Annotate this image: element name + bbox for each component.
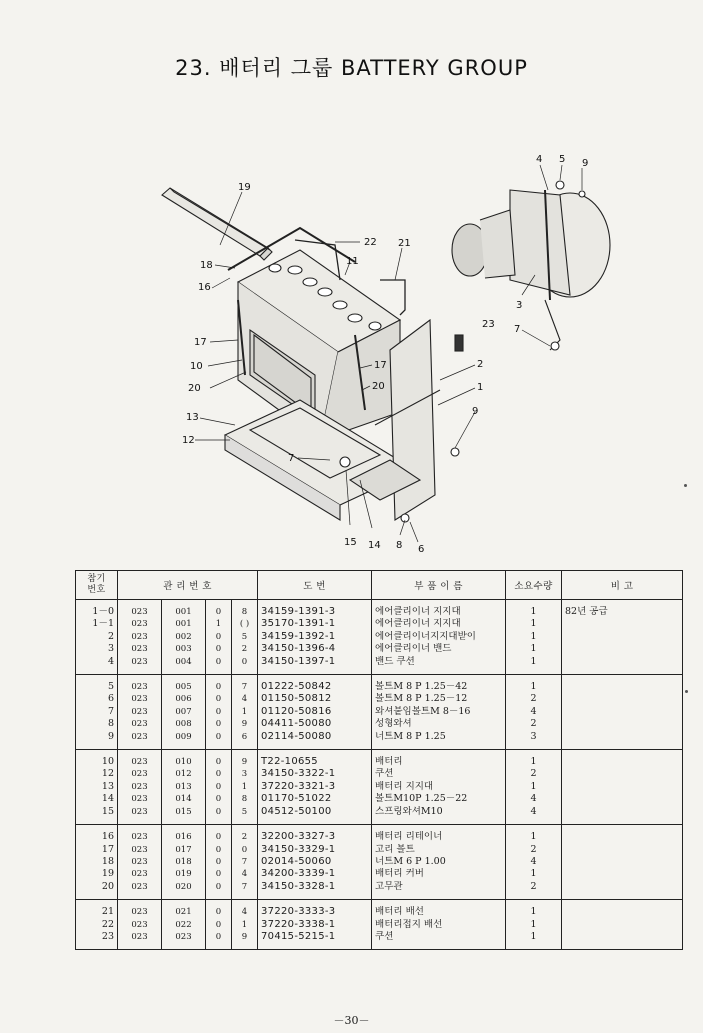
drawing-number-cell: 01120-50816 bbox=[258, 706, 372, 718]
remarks-cell bbox=[562, 643, 683, 655]
callout-17: 17 bbox=[194, 337, 207, 348]
part-name-cell: 에어클리이너 지지대 bbox=[372, 606, 506, 618]
mgmt-code-3-cell: 0 bbox=[206, 781, 232, 793]
table-row bbox=[76, 844, 683, 856]
drawing-number-cell: 37220-3321-3 bbox=[258, 781, 372, 793]
mgmt-code-2-cell: 022 bbox=[162, 919, 206, 931]
mgmt-code-3-cell: 0 bbox=[206, 606, 232, 618]
mgmt-code-1-cell: 023 bbox=[118, 806, 162, 818]
drawing-number-cell: T22-10655 bbox=[258, 756, 372, 768]
mgmt-code-1-cell: 023 bbox=[118, 768, 162, 780]
drawing-number-cell: 34150-3322-1 bbox=[258, 768, 372, 780]
quantity-cell: 1 bbox=[506, 831, 562, 843]
quantity-cell: 1 bbox=[506, 931, 562, 943]
spacer-cell bbox=[562, 943, 683, 950]
mgmt-code-3-cell: 0 bbox=[206, 831, 232, 843]
mgmt-code-1-cell: 023 bbox=[118, 906, 162, 918]
part-name-cell: 너트M 6 P 1.00 bbox=[372, 856, 506, 868]
mgmt-code-3-cell: 0 bbox=[206, 919, 232, 931]
mgmt-code-4-cell: 0 bbox=[232, 656, 258, 668]
mgmt-code-3-cell: 0 bbox=[206, 631, 232, 643]
drawing-number-cell: 70415-5215-1 bbox=[258, 931, 372, 943]
quantity-cell: 2 bbox=[506, 768, 562, 780]
spacer-cell bbox=[76, 943, 118, 950]
mgmt-code-3-cell: 0 bbox=[206, 844, 232, 856]
drawing-number-cell: 02014-50060 bbox=[258, 856, 372, 868]
quantity-cell: 1 bbox=[506, 606, 562, 618]
mgmt-code-1-cell: 023 bbox=[118, 656, 162, 668]
drawing-number-cell: 04512-50100 bbox=[258, 806, 372, 818]
drawing-number-cell: 37220-3333-3 bbox=[258, 906, 372, 918]
part-no-cell: 15 bbox=[76, 806, 118, 818]
page-number: －30－ bbox=[333, 1014, 370, 1027]
mgmt-code-1-cell: 023 bbox=[118, 631, 162, 643]
mgmt-code-2-cell: 012 bbox=[162, 768, 206, 780]
mgmt-code-1-cell: 023 bbox=[118, 844, 162, 856]
mgmt-code-4-cell: 8 bbox=[232, 606, 258, 618]
table-row bbox=[76, 631, 683, 643]
part-name-cell: 에어클리이너지지대받이 bbox=[372, 631, 506, 643]
drawing-number-cell: 32200-3327-3 bbox=[258, 831, 372, 843]
mgmt-code-2-cell: 007 bbox=[162, 706, 206, 718]
mgmt-code-1-cell: 023 bbox=[118, 681, 162, 693]
mgmt-code-1-cell: 023 bbox=[118, 919, 162, 931]
speck bbox=[685, 690, 688, 693]
part-no-cell: 13 bbox=[76, 781, 118, 793]
spacer-cell bbox=[206, 943, 232, 950]
remarks-cell bbox=[562, 793, 683, 805]
mgmt-code-3-cell: 0 bbox=[206, 906, 232, 918]
mgmt-code-4-cell: 5 bbox=[232, 631, 258, 643]
battery-cover-part bbox=[162, 188, 272, 260]
part-name-cell: 스프링와셔M10 bbox=[372, 806, 506, 818]
part-name-cell: 배터리 지지대 bbox=[372, 781, 506, 793]
remarks-cell bbox=[562, 906, 683, 918]
callout-5: 5 bbox=[559, 154, 566, 165]
remarks-cell bbox=[562, 781, 683, 793]
remarks-cell bbox=[562, 618, 683, 630]
mgmt-code-4-cell: 0 bbox=[232, 844, 258, 856]
drawing-number-cell: 37220-3338-1 bbox=[258, 919, 372, 931]
remarks-cell: 82년 공급 bbox=[562, 606, 683, 618]
part-no-cell: 2 bbox=[76, 631, 118, 643]
part-name-cell: 와셔붙임볼트M 8－16 bbox=[372, 706, 506, 718]
header-drawing-no: 도 번 bbox=[258, 571, 372, 600]
part-no-cell: 5 bbox=[76, 681, 118, 693]
remarks-cell bbox=[562, 868, 683, 880]
group-spacer-row bbox=[76, 943, 683, 950]
part-no-cell: 23 bbox=[76, 931, 118, 943]
drawing-number-cell: 34150-3329-1 bbox=[258, 844, 372, 856]
remarks-cell bbox=[562, 831, 683, 843]
callout-13: 13 bbox=[186, 412, 199, 423]
part-no-cell: 20 bbox=[76, 881, 118, 893]
quantity-cell: 1 bbox=[506, 756, 562, 768]
mgmt-code-2-cell: 018 bbox=[162, 856, 206, 868]
parts-list-body bbox=[76, 600, 683, 950]
mgmt-code-4-cell: 7 bbox=[232, 681, 258, 693]
callout-9: 9 bbox=[582, 158, 589, 169]
part-name-cell: 배터리 커버 bbox=[372, 868, 506, 880]
spacer-cell bbox=[258, 943, 372, 950]
callout-7: 7 bbox=[288, 453, 295, 464]
drawing-number-cell: 01222-50842 bbox=[258, 681, 372, 693]
battery-tray-part bbox=[225, 400, 415, 520]
part-name-cell: 배터리 배선 bbox=[372, 906, 506, 918]
mgmt-code-3-cell: 0 bbox=[206, 881, 232, 893]
part-name-cell: 성형와셔 bbox=[372, 718, 506, 730]
part-no-cell: 19 bbox=[76, 868, 118, 880]
drawing-number-cell: 02114-50080 bbox=[258, 731, 372, 743]
mgmt-code-4-cell: 9 bbox=[232, 756, 258, 768]
part-no-cell: 8 bbox=[76, 718, 118, 730]
part-no-cell: 9 bbox=[76, 731, 118, 743]
table-row bbox=[76, 768, 683, 780]
drawing-number-cell: 34150-1397-1 bbox=[258, 656, 372, 668]
callout-9b: 9 bbox=[472, 406, 479, 417]
callout-7b: 7 bbox=[514, 324, 521, 335]
mgmt-code-4-cell: 9 bbox=[232, 718, 258, 730]
part-name-cell: 에어클리이너 지지대 bbox=[372, 618, 506, 630]
part-name-cell: 배터리접지 배선 bbox=[372, 919, 506, 931]
mgmt-code-2-cell: 020 bbox=[162, 881, 206, 893]
mgmt-code-4-cell: 7 bbox=[232, 881, 258, 893]
mgmt-code-2-cell: 003 bbox=[162, 643, 206, 655]
mgmt-code-1-cell: 023 bbox=[118, 693, 162, 705]
drawing-number-cell: 34150-1396-4 bbox=[258, 643, 372, 655]
mgmt-code-2-cell: 002 bbox=[162, 631, 206, 643]
part-name-cell: 고무관 bbox=[372, 881, 506, 893]
part-no-cell: 7 bbox=[76, 706, 118, 718]
spacer-cell bbox=[372, 943, 506, 950]
table-row bbox=[76, 806, 683, 818]
mgmt-code-3-cell: 0 bbox=[206, 931, 232, 943]
callout-20b: 20 bbox=[372, 381, 385, 392]
part-no-cell: 1－0 bbox=[76, 606, 118, 618]
speck bbox=[684, 484, 687, 487]
mgmt-code-4-cell: 4 bbox=[232, 693, 258, 705]
mgmt-code-4-cell: 4 bbox=[232, 868, 258, 880]
mgmt-code-3-cell: 1 bbox=[206, 618, 232, 630]
part-name-cell: 배터리 리테이너 bbox=[372, 831, 506, 843]
table-row bbox=[76, 706, 683, 718]
mgmt-code-2-cell: 017 bbox=[162, 844, 206, 856]
remarks-cell bbox=[562, 631, 683, 643]
mgmt-code-3-cell: 0 bbox=[206, 731, 232, 743]
mgmt-code-1-cell: 023 bbox=[118, 618, 162, 630]
air-cleaner-part bbox=[452, 190, 610, 350]
callout-15: 15 bbox=[344, 537, 357, 548]
quantity-cell: 2 bbox=[506, 881, 562, 893]
part-name-cell: 에어클리이너 밴드 bbox=[372, 643, 506, 655]
remarks-cell bbox=[562, 756, 683, 768]
part-name-cell: 밴드 쿠션 bbox=[372, 656, 506, 668]
mgmt-code-4-cell: 1 bbox=[232, 706, 258, 718]
table-row bbox=[76, 756, 683, 768]
part-name-cell: 볼트M 8 P 1.25－12 bbox=[372, 693, 506, 705]
part-no-cell: 6 bbox=[76, 693, 118, 705]
mgmt-code-4-cell: 5 bbox=[232, 806, 258, 818]
mgmt-code-3-cell: 0 bbox=[206, 706, 232, 718]
part-name-cell: 쿠션 bbox=[372, 768, 506, 780]
mgmt-code-1-cell: 023 bbox=[118, 781, 162, 793]
remarks-cell bbox=[562, 856, 683, 868]
header-no: 참기 번호 bbox=[76, 571, 118, 600]
table-row bbox=[76, 681, 683, 693]
mgmt-code-3-cell: 0 bbox=[206, 718, 232, 730]
quantity-cell: 1 bbox=[506, 781, 562, 793]
mgmt-code-1-cell: 023 bbox=[118, 931, 162, 943]
quantity-cell: 4 bbox=[506, 706, 562, 718]
part-no-cell: 22 bbox=[76, 919, 118, 931]
table-row bbox=[76, 868, 683, 880]
table-row bbox=[76, 919, 683, 931]
mgmt-code-4-cell: 7 bbox=[232, 856, 258, 868]
quantity-cell: 1 bbox=[506, 919, 562, 931]
quantity-cell: 1 bbox=[506, 656, 562, 668]
part-no-cell: 10 bbox=[76, 756, 118, 768]
remarks-cell bbox=[562, 693, 683, 705]
mgmt-code-2-cell: 019 bbox=[162, 868, 206, 880]
mgmt-code-4-cell: 2 bbox=[232, 643, 258, 655]
remarks-cell bbox=[562, 881, 683, 893]
mgmt-code-3-cell: 0 bbox=[206, 806, 232, 818]
table-row bbox=[76, 693, 683, 705]
part-name-cell: 고리 볼트 bbox=[372, 844, 506, 856]
remarks-cell bbox=[562, 931, 683, 943]
callout-16: 16 bbox=[198, 282, 211, 293]
mgmt-code-4-cell: ( ) bbox=[232, 618, 258, 630]
quantity-cell: 1 bbox=[506, 906, 562, 918]
mgmt-code-4-cell: 1 bbox=[232, 781, 258, 793]
table-row bbox=[76, 656, 683, 668]
quantity-cell: 1 bbox=[506, 868, 562, 880]
parts-list-table bbox=[75, 570, 683, 950]
mgmt-code-1-cell: 023 bbox=[118, 756, 162, 768]
remarks-cell bbox=[562, 656, 683, 668]
table-row bbox=[76, 618, 683, 630]
spacer-cell bbox=[232, 943, 258, 950]
table-row bbox=[76, 606, 683, 618]
remarks-cell bbox=[562, 731, 683, 743]
page-title: 23. 배터리 그룹 BATTERY GROUP bbox=[175, 56, 528, 80]
spacer-cell bbox=[118, 943, 162, 950]
part-no-cell: 16 bbox=[76, 831, 118, 843]
drawing-number-cell: 34159-1392-1 bbox=[258, 631, 372, 643]
callout-17b: 17 bbox=[374, 360, 387, 371]
drawing-number-cell: 01150-50812 bbox=[258, 693, 372, 705]
callout-2: 2 bbox=[477, 359, 484, 370]
table-row bbox=[76, 831, 683, 843]
mgmt-code-1-cell: 023 bbox=[118, 706, 162, 718]
callout-21: 21 bbox=[398, 238, 411, 249]
remarks-cell bbox=[562, 806, 683, 818]
header-qty: 소요수량 bbox=[506, 571, 562, 600]
mgmt-code-4-cell: 1 bbox=[232, 919, 258, 931]
part-name-cell: 배터리 bbox=[372, 756, 506, 768]
part-no-cell: 18 bbox=[76, 856, 118, 868]
mgmt-code-2-cell: 008 bbox=[162, 718, 206, 730]
mgmt-code-1-cell: 023 bbox=[118, 868, 162, 880]
mgmt-code-2-cell: 004 bbox=[162, 656, 206, 668]
remarks-cell bbox=[562, 706, 683, 718]
callout-12: 12 bbox=[182, 435, 195, 446]
quantity-cell: 1 bbox=[506, 643, 562, 655]
part-no-cell: 1－1 bbox=[76, 618, 118, 630]
remarks-cell bbox=[562, 768, 683, 780]
mgmt-code-3-cell: 0 bbox=[206, 643, 232, 655]
table-row bbox=[76, 781, 683, 793]
callout-22: 22 bbox=[364, 237, 377, 248]
part-name-cell: 쿠션 bbox=[372, 931, 506, 943]
mgmt-code-2-cell: 001 bbox=[162, 606, 206, 618]
mgmt-code-2-cell: 010 bbox=[162, 756, 206, 768]
header-part-name: 부 품 이 름 bbox=[372, 571, 506, 600]
mgmt-code-1-cell: 023 bbox=[118, 643, 162, 655]
battery-group-diagram bbox=[150, 150, 620, 560]
mgmt-code-3-cell: 0 bbox=[206, 793, 232, 805]
quantity-cell: 1 bbox=[506, 631, 562, 643]
mgmt-code-3-cell: 0 bbox=[206, 756, 232, 768]
mgmt-code-3-cell: 0 bbox=[206, 868, 232, 880]
mgmt-code-1-cell: 023 bbox=[118, 831, 162, 843]
table-row bbox=[76, 931, 683, 943]
mgmt-code-2-cell: 016 bbox=[162, 831, 206, 843]
callout-1: 1 bbox=[477, 382, 484, 393]
mgmt-code-2-cell: 023 bbox=[162, 931, 206, 943]
mgmt-code-3-cell: 0 bbox=[206, 856, 232, 868]
quantity-cell: 4 bbox=[506, 793, 562, 805]
part-name-cell: 볼트M10P 1.25－22 bbox=[372, 793, 506, 805]
callout-20: 20 bbox=[188, 383, 201, 394]
mgmt-code-3-cell: 0 bbox=[206, 656, 232, 668]
mgmt-code-1-cell: 023 bbox=[118, 881, 162, 893]
quantity-cell: 3 bbox=[506, 731, 562, 743]
part-no-cell: 14 bbox=[76, 793, 118, 805]
mgmt-code-1-cell: 023 bbox=[118, 856, 162, 868]
remarks-cell bbox=[562, 681, 683, 693]
remarks-cell bbox=[562, 919, 683, 931]
mgmt-code-1-cell: 023 bbox=[118, 718, 162, 730]
callout-19: 19 bbox=[238, 182, 251, 193]
table-row bbox=[76, 643, 683, 655]
part-name-cell: 너트M 8 P 1.25 bbox=[372, 731, 506, 743]
part-no-cell: 12 bbox=[76, 768, 118, 780]
callout-4: 4 bbox=[536, 154, 543, 165]
mgmt-code-2-cell: 009 bbox=[162, 731, 206, 743]
mgmt-code-4-cell: 4 bbox=[232, 906, 258, 918]
table-row bbox=[76, 881, 683, 893]
mgmt-code-1-cell: 023 bbox=[118, 793, 162, 805]
quantity-cell: 4 bbox=[506, 806, 562, 818]
table-row bbox=[76, 731, 683, 743]
header-remarks: 비 고 bbox=[562, 571, 683, 600]
mgmt-code-4-cell: 8 bbox=[232, 793, 258, 805]
callout-8: 8 bbox=[396, 540, 403, 551]
callout-6: 6 bbox=[418, 544, 425, 555]
remarks-cell bbox=[562, 718, 683, 730]
mgmt-code-2-cell: 013 bbox=[162, 781, 206, 793]
table-row bbox=[76, 718, 683, 730]
drawing-number-cell: 34150-3328-1 bbox=[258, 881, 372, 893]
mgmt-code-4-cell: 2 bbox=[232, 831, 258, 843]
spacer-cell bbox=[506, 943, 562, 950]
mgmt-code-1-cell: 023 bbox=[118, 731, 162, 743]
mgmt-code-2-cell: 015 bbox=[162, 806, 206, 818]
mgmt-code-1-cell: 023 bbox=[118, 606, 162, 618]
mgmt-code-2-cell: 021 bbox=[162, 906, 206, 918]
drawing-number-cell: 04411-50080 bbox=[258, 718, 372, 730]
mgmt-code-3-cell: 0 bbox=[206, 693, 232, 705]
mgmt-code-3-cell: 0 bbox=[206, 768, 232, 780]
table-row bbox=[76, 856, 683, 868]
quantity-cell: 2 bbox=[506, 718, 562, 730]
quantity-cell: 1 bbox=[506, 681, 562, 693]
callout-10: 10 bbox=[190, 361, 203, 372]
part-name-cell: 볼트M 8 P 1.25－42 bbox=[372, 681, 506, 693]
part-no-cell: 4 bbox=[76, 656, 118, 668]
table-row bbox=[76, 906, 683, 918]
part-no-cell: 17 bbox=[76, 844, 118, 856]
table-row bbox=[76, 793, 683, 805]
table-header-row bbox=[76, 571, 683, 600]
remarks-cell bbox=[562, 844, 683, 856]
mgmt-code-4-cell: 3 bbox=[232, 768, 258, 780]
quantity-cell: 2 bbox=[506, 844, 562, 856]
mgmt-code-4-cell: 6 bbox=[232, 731, 258, 743]
quantity-cell: 2 bbox=[506, 693, 562, 705]
callout-18: 18 bbox=[200, 260, 213, 271]
callout-23: 23 bbox=[482, 319, 495, 330]
header-mgmt-no: 관 리 번 호 bbox=[118, 571, 258, 600]
quantity-cell: 1 bbox=[506, 618, 562, 630]
mgmt-code-3-cell: 0 bbox=[206, 681, 232, 693]
mgmt-code-2-cell: 006 bbox=[162, 693, 206, 705]
callout-14: 14 bbox=[368, 540, 381, 551]
drawing-number-cell: 35170-1391-1 bbox=[258, 618, 372, 630]
spacer-cell bbox=[162, 943, 206, 950]
mgmt-code-2-cell: 001 bbox=[162, 618, 206, 630]
mgmt-code-2-cell: 005 bbox=[162, 681, 206, 693]
mgmt-code-2-cell: 014 bbox=[162, 793, 206, 805]
callout-3: 3 bbox=[516, 300, 523, 311]
drawing-number-cell: 34200-3339-1 bbox=[258, 868, 372, 880]
drawing-number-cell: 01170-51022 bbox=[258, 793, 372, 805]
quantity-cell: 4 bbox=[506, 856, 562, 868]
mgmt-code-4-cell: 9 bbox=[232, 931, 258, 943]
part-no-cell: 21 bbox=[76, 906, 118, 918]
part-no-cell: 3 bbox=[76, 643, 118, 655]
drawing-number-cell: 34159-1391-3 bbox=[258, 606, 372, 618]
callout-11: 11 bbox=[346, 256, 359, 267]
